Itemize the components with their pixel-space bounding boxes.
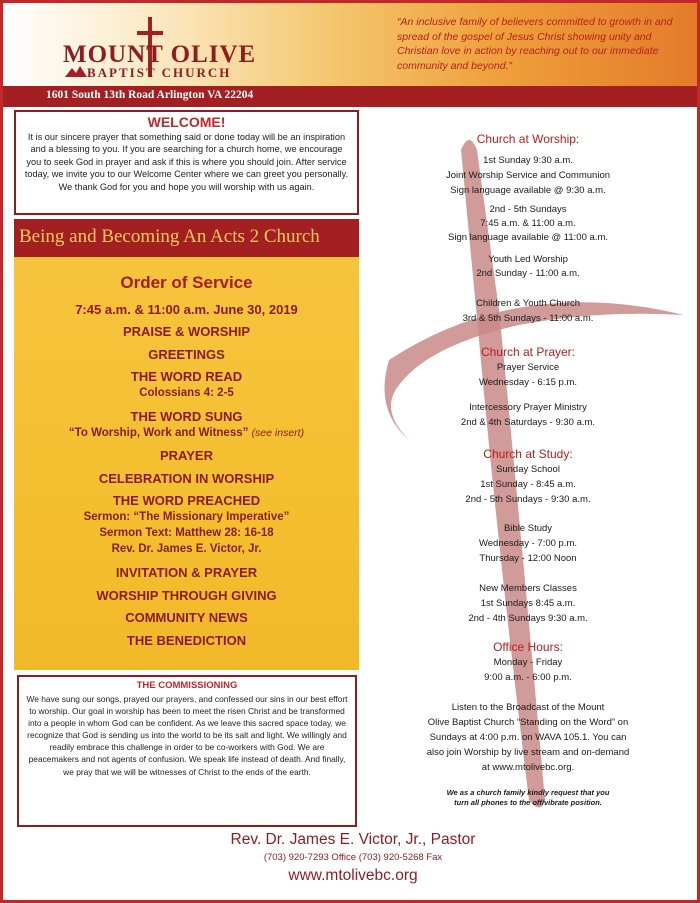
hymn-line [14,427,359,439]
preacher-name: Rev. Dr. James E. Victor, Jr. [111,543,262,555]
broadcast-line: also join Worship by live stream and on-demand [426,747,630,758]
commissioning-title: THE COMMISSIONING [136,680,238,691]
pastor-name: Rev. Dr. James E. Victor, Jr., Pastor [230,831,476,848]
hymn-title: “To Worship, Work and Witness” [68,427,249,439]
schedule-line: Prayer Service [496,362,560,373]
schedule-line: Monday - Friday [493,657,563,668]
order-item: WORSHIP THROUGH GIVING [96,588,277,603]
address-bar [3,86,697,107]
schedule-line: 3rd & 5th Sundays - 11:00 a.m. [462,313,594,324]
order-item: GREETINGS [148,347,225,362]
scripture-reading: Colossians 4: 2-5 [139,387,234,399]
mountain-icon [65,65,87,77]
schedule-line: Youth Led Worship [488,254,568,265]
schedule-line: Thursday - 12:00 Noon [479,553,577,564]
order-item: THE WORD PREACHED [112,493,261,508]
schedule-line: Intercessory Prayer Ministry [469,402,587,413]
schedule-line: Sign language available @ 11:00 a.m. [448,232,608,243]
schedule-line: 1st Sunday - 8:45 a.m. [480,479,576,490]
schedule-line: Wednesday - 7:00 p.m. [478,538,578,549]
schedule-line: Bible Study [503,523,553,534]
worship-heading: Church at Worship: [476,132,580,146]
mission-statement: “An inclusive family of believers committed to growth in and spread of the gospel of Jesus Christ showing unity and Christian love in action by reaching out to our immediate community and beyond.” [397,16,673,72]
sermon-title: Sermon: “The Missionary Imperative” [83,511,290,523]
schedule-line: 2nd - 5th Sundays - 9:30 a.m. [465,494,591,505]
schedule-column [369,110,687,830]
welcome-title: WELCOME! [147,114,226,130]
order-item: PRAYER [160,448,213,463]
order-item: THE BENEDICTION [126,633,247,648]
theme-banner-text: Being and Becoming An Acts 2 Church [19,226,320,247]
broadcast-line: at www.mtolivebc.org. [481,762,575,773]
logo-title: MOUNT OLIVE [63,41,257,68]
study-heading: Church at Study: [483,447,573,461]
schedule-line: 2nd & 4th Saturdays - 9:30 a.m. [460,417,596,428]
service-times: 7:45 a.m. & 11:00 a.m. June 30, 2019 [75,302,298,317]
schedule-line: New Members Classes [479,583,577,594]
welcome-box [14,110,359,215]
schedule-line: 2nd Sunday - 11:00 a.m. [476,268,580,279]
order-of-service [14,257,359,670]
order-item: INVITATION & PRAYER [115,565,258,580]
broadcast-line: Olive Baptist Church “Standing on the Word” on [427,717,629,728]
office-hours-heading: Office Hours: [493,640,563,654]
website-link[interactable]: www.mtolivebc.org [288,867,418,884]
schedule-line: Joint Worship Service and Communion [445,170,611,181]
schedule-line: 2nd - 4th Sundays 9:30 a.m. [468,613,588,624]
welcome-text: It is our sincere prayer that something said or done today will be an inspiration and a blessing to you. If you are searching for a church home, we encourage you to seek God in prayer and ask if this is where you should join. After service today, we invite you to our Welcome Center where we can greet you personally. We thank God for you and hope you will worship with us again. [24,132,349,192]
phone-notice: We as a church family kindly request that you [446,788,610,797]
order-item: PRAISE & WORSHIP [122,324,251,339]
sermon-text: Sermon Text: Matthew 28: 16-18 [99,527,274,539]
order-title: Order of Service [120,273,253,292]
schedule-line: Wednesday - 6:15 p.m. [478,377,578,388]
church-address: 1601 South 13th Road Arlington VA 22204 [46,89,254,101]
commissioning-box [17,675,357,827]
order-item: CELEBRATION IN WORSHIP [98,471,275,486]
order-item: THE WORD READ [130,369,243,384]
logo-subtitle: BAPTIST CHURCH [87,65,232,80]
commissioning-text: We have sung our songs, prayed our prayers, and confessed our sins in our best effort to worship. Our goal in worship has been to meet the risen Christ and be transformed into a people in whom God can be confident. As we leave this sacred space today, we recognize that God is sending us into the world to be its salt and light. We willingly and readily embrace this challenge in order to be co-workers with God. We are peacemakers and not agents of confusion. We speak life instead of death. And finally, we pray that we will be witnesses of Christ to the ends of the earth. [26,694,348,777]
schedule-line: 9:00 a.m. - 6:00 p.m. [484,672,572,683]
schedule-line: 1st Sunday 9:30 a.m. [483,155,573,166]
header [3,3,697,107]
prayer-heading: Church at Prayer: [480,345,576,359]
schedule-line: Children & Youth Church [475,298,581,309]
schedule-line: 7:45 a.m. & 11:00 a.m. [480,218,576,229]
broadcast-line: Sundays at 4:00 p.m. on WAVA 105.1. You can [429,732,627,743]
schedule-line: 1st Sundays 8:45 a.m. [480,598,576,609]
theme-banner [14,219,359,257]
schedule-line: 2nd - 5th Sundays [489,204,567,215]
schedule-line: Sunday School [496,464,560,475]
see-insert-note: (see insert) [251,427,305,439]
broadcast-line: Listen to the Broadcast of the Mount [451,702,605,713]
order-item: THE WORD SUNG [130,409,243,424]
contact-phones: (703) 920-7293 Office (703) 920-5268 Fax [263,852,443,863]
order-item: COMMUNITY NEWS [125,610,248,625]
schedule-line: Sign language available @ 9:30 a.m. [450,185,606,196]
phone-notice: turn all phones to the off/vibrate position. [454,798,602,807]
